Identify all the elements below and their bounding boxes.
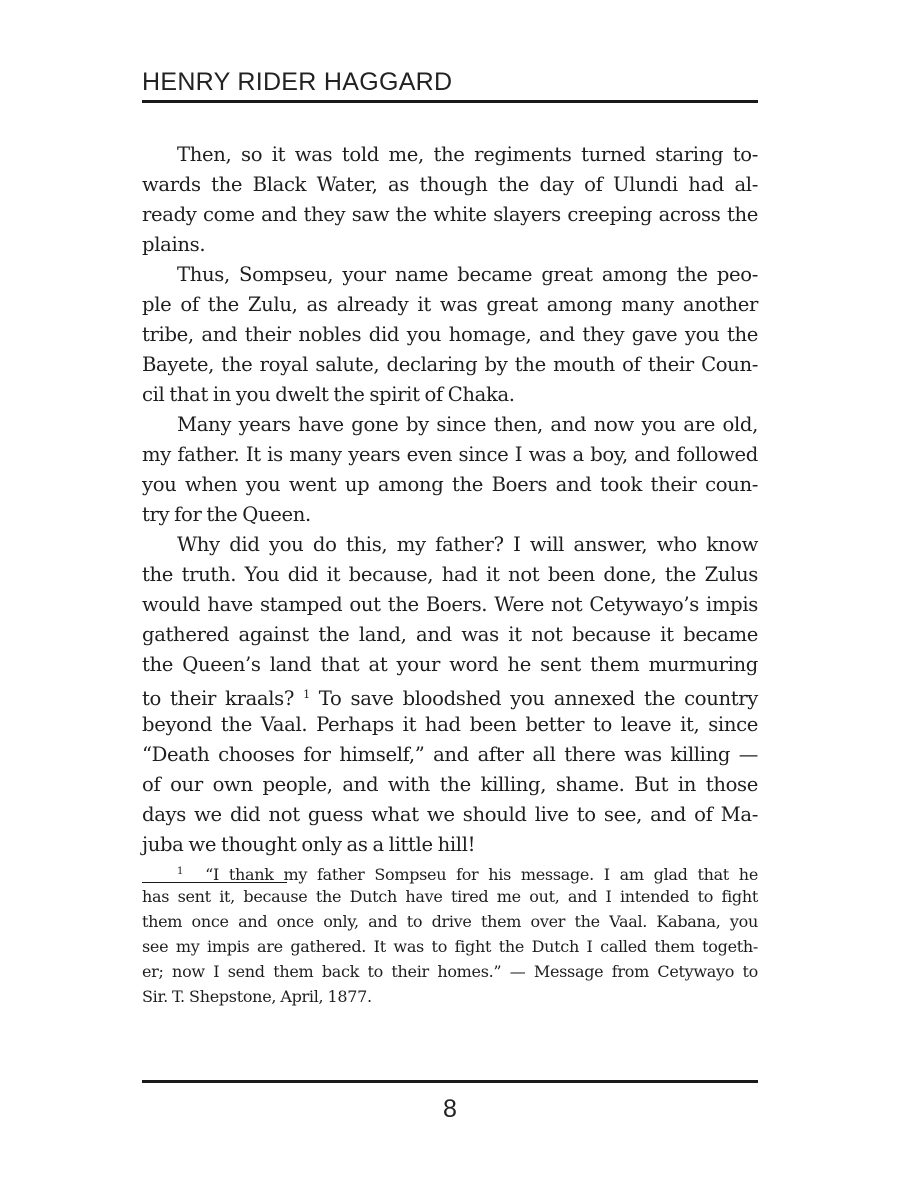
text-line — [142, 680, 758, 710]
paragraph-2 — [142, 260, 758, 410]
footnote-line: Sir. T. Shepstone, April, 1877. — [142, 987, 372, 1006]
footnote-marker: 1 — [177, 866, 184, 877]
text-line: plains. — [142, 233, 206, 256]
text-line: days we did not guess what we should live to see, and of Ma- — [142, 803, 758, 826]
text-line: cil that in you dwelt the spirit of Chaka. — [142, 383, 515, 406]
text-fragment: to their kraals? — [142, 687, 304, 710]
text-line: tribe, and their nobles did you homage, and they gave you the — [142, 323, 758, 346]
text-line: wards the Black Water, as though the day of Ulundi had al- — [142, 173, 758, 196]
footnote — [142, 859, 758, 1009]
paragraph-4 — [142, 530, 758, 860]
footnote-line: er; now I send them back to their homes.” — Message from Cetywayo to — [142, 962, 758, 981]
footnote-line: has sent it, because the Dutch have tired me out, and I intended to fight — [142, 887, 758, 906]
text-line: Why did you do this, my father? I will answer, who know — [177, 533, 758, 556]
body-text — [142, 140, 758, 860]
text-line: the truth. You did it because, had it not been done, the Zulus — [142, 563, 758, 586]
text-line: “Death chooses for himself,” and after all there was killing — — [142, 743, 758, 766]
text-line: try for the Queen. — [142, 503, 311, 526]
footnote-text: “I thank my father Sompseu for his message. I am glad that he — [205, 865, 758, 884]
footnote-line: them once and once only, and to drive them over the Vaal. Kabana, you — [142, 912, 758, 931]
text-line: Then, so it was told me, the regiments turned staring to- — [177, 143, 758, 166]
text-line: ple of the Zulu, as already it was great among many another — [142, 293, 758, 316]
text-line: beyond the Vaal. Perhaps it had been better to leave it, since — [142, 713, 758, 736]
text-line: of our own people, and with the killing, shame. But in those — [142, 773, 758, 796]
footer-rule — [142, 1080, 758, 1083]
text-line: my father. It is many years even since I was a boy, and followed — [142, 443, 758, 466]
text-line: the Queen’s land that at your word he sent them murmuring — [142, 653, 758, 676]
page-number: 8 — [443, 1095, 457, 1123]
text-line: you when you went up among the Boers and took their coun- — [142, 473, 758, 496]
text-fragment: To save bloodshed you annexed the country — [309, 687, 758, 710]
text-line: Thus, Sompseu, your name became great among the peo- — [177, 263, 758, 286]
header-rule — [142, 100, 758, 103]
text-line: would have stamped out the Boers. Were not Cetywayo’s impis — [142, 593, 758, 616]
footnote-line — [142, 859, 758, 884]
text-line: Bayete, the royal salute, declaring by the mouth of their Coun- — [142, 353, 758, 376]
text-line: juba we thought only as a little hill! — [142, 833, 476, 856]
text-line: gathered against the land, and was it not because it became — [142, 623, 758, 646]
paragraph-1 — [142, 140, 758, 260]
paragraph-3 — [142, 410, 758, 530]
footnote-reference[interactable]: 1 — [303, 688, 310, 701]
running-head: HENRY RIDER HAGGARD — [142, 68, 453, 96]
footnote-line: see my impis are gathered. It was to fight the Dutch I called them togeth- — [142, 937, 758, 956]
text-line: ready come and they saw the white slayers creeping across the — [142, 203, 758, 226]
text-line: Many years have gone by since then, and now you are old, — [177, 413, 758, 436]
